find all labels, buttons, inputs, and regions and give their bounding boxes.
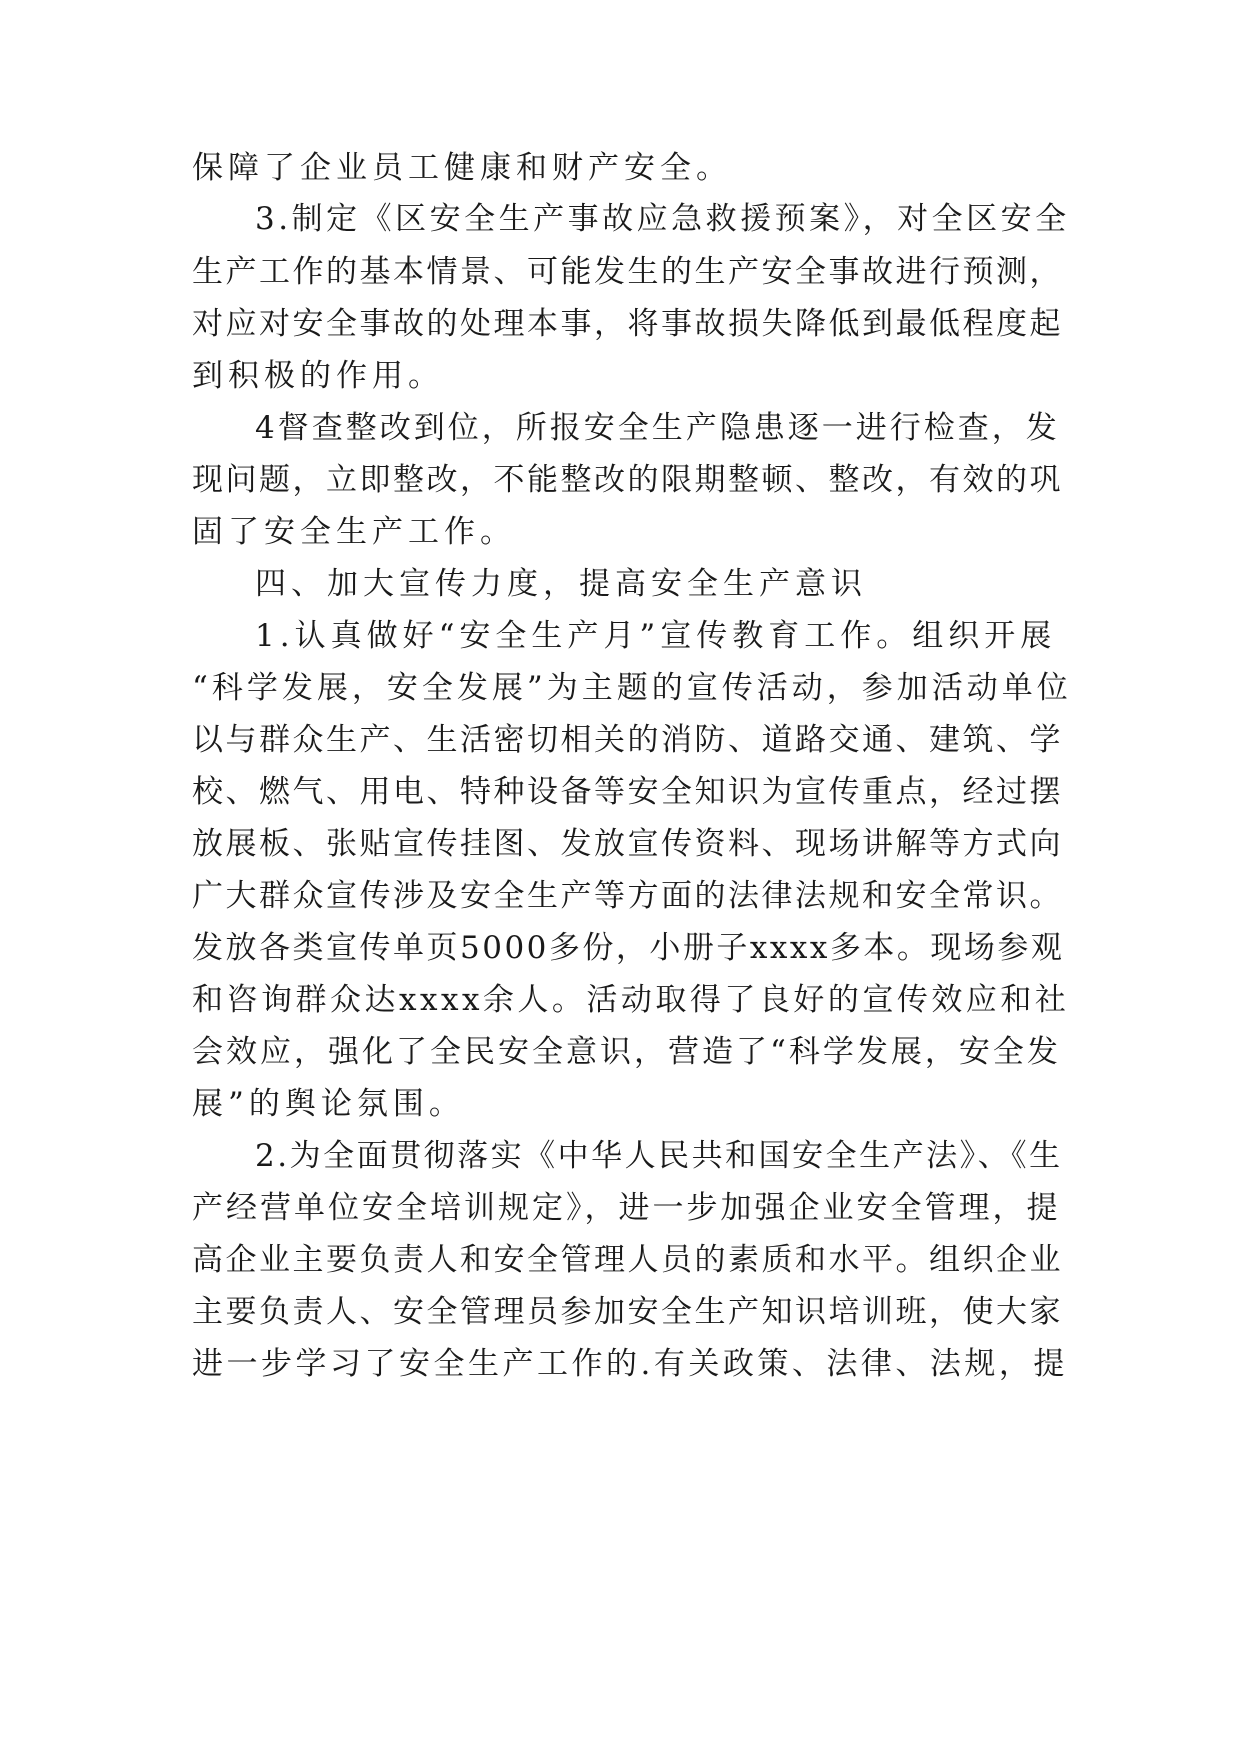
text-line: 以与群众生产、生活密切相关的消防、道路交通、建筑、学 <box>192 722 1063 758</box>
text-line: 产经营单位安全培训规定》，进一步加强企业安全管理，提 <box>192 1190 1061 1226</box>
section-heading: 四、加大宣传力度，提高安全生产意识 <box>255 566 867 602</box>
text-line: 3.制定《区安全生产事故应急救援预案》，对全区安全 <box>255 201 1070 237</box>
text-line: 1.认真做好“安全生产月”宣传教育工作。组织开展 <box>255 618 1057 654</box>
text-line: 展”的舆论氛围。 <box>192 1086 465 1122</box>
text-line: 到积极的作用。 <box>192 358 444 394</box>
text-line: 现问题，立即整改，不能整改的限期整顿、整改，有效的巩 <box>192 462 1063 498</box>
text-line: 校、燃气、用电、特种设备等安全知识为宣传重点，经过摆 <box>192 774 1063 810</box>
text-line: 和咨询群众达xxxx余人。活动取得了良好的宣传效应和社 <box>192 982 1070 1018</box>
text-line: 固了安全生产工作。 <box>192 514 516 550</box>
text-line: 对应对安全事故的处理本事，将事故损失降低到最低程度起 <box>192 306 1063 342</box>
text-line: 会效应，强化了全民安全意识，营造了“科学发展，安全发 <box>192 1034 1061 1070</box>
text-line: 放展板、张贴宣传挂图、发放宣传资料、现场讲解等方式向 <box>192 826 1063 862</box>
text-line: 发放各类宣传单页5000多份，小册子xxxx多本。现场参观 <box>192 930 1065 966</box>
text-line: 保障了企业员工健康和财产安全。 <box>192 150 732 186</box>
text-line: 2.为全面贯彻落实《中华人民共和国安全生产法》、《生 <box>255 1138 1063 1174</box>
text-line: 主要负责人、安全管理员参加安全生产知识培训班，使大家 <box>192 1294 1063 1330</box>
text-line: 广大群众宣传涉及安全生产等方面的法律法规和安全常识。 <box>192 878 1063 914</box>
text-line: 高企业主要负责人和安全管理人员的素质和水平。组织企业 <box>192 1242 1063 1278</box>
text-line: “科学发展，安全发展”为主题的宣传活动，参加活动单位 <box>192 670 1072 706</box>
text-line: 生产工作的基本情景、可能发生的生产安全事故进行预测， <box>192 254 1063 290</box>
text-line: 4督查整改到位，所报安全生产隐患逐一进行检查，发 <box>255 410 1060 446</box>
text-line: 进一步学习了安全生产工作的.有关政策、法律、法规，提 <box>192 1346 1068 1382</box>
